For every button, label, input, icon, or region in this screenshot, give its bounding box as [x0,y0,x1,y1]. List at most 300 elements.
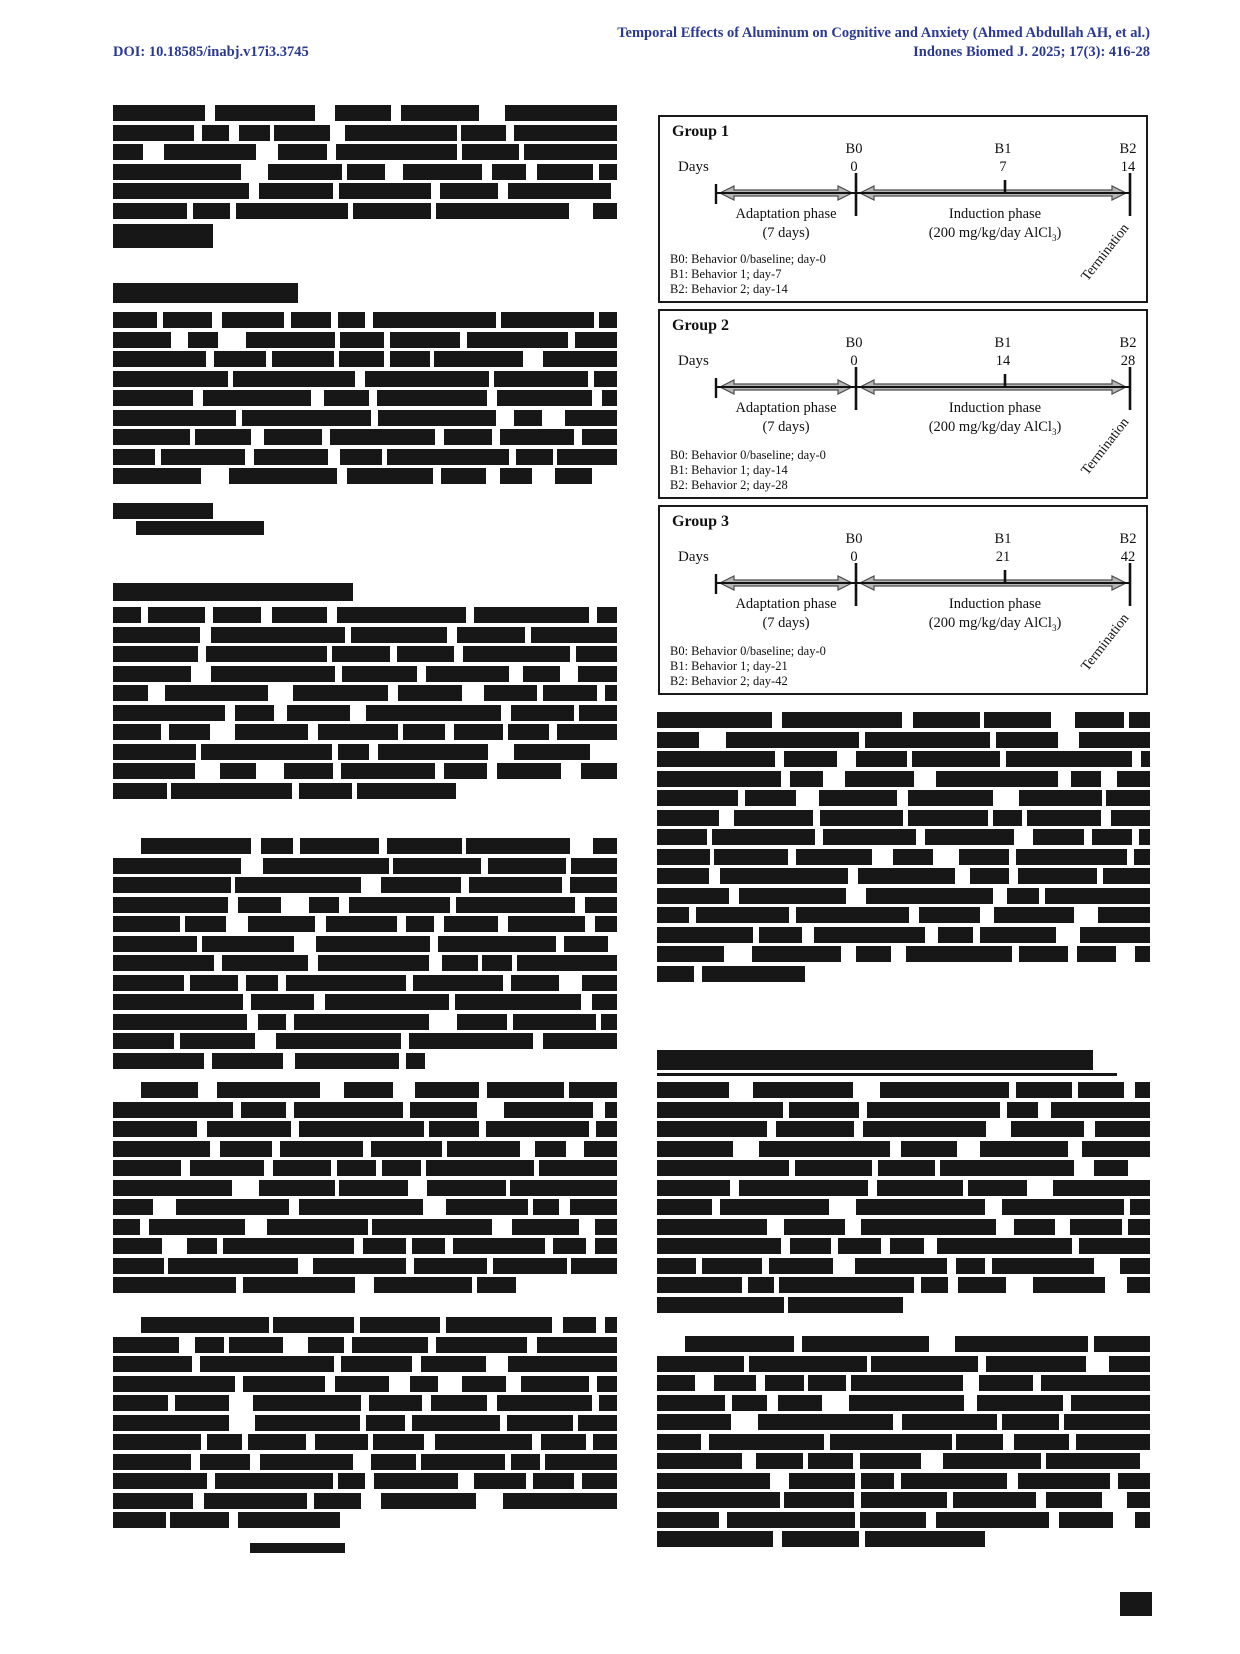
redacted-segment [594,371,617,387]
redacted-segment [340,332,385,348]
redacted-segment [113,468,201,484]
redacted-line [657,1277,1150,1293]
redacted-line [113,1258,617,1274]
redacted-line [141,1317,617,1333]
redacted-line [113,410,617,426]
redacted-segment [575,332,617,348]
figure-group-1 [658,115,1148,303]
redacted-segment [579,705,617,721]
redacted-segment [378,744,488,760]
redacted-segment [511,705,575,721]
redacted-segment [849,1395,964,1411]
redacted-line [657,751,1150,767]
redacted-segment [235,724,308,740]
redacted-segment [345,125,457,141]
redacted-line [657,849,1150,865]
days-label: Days [678,159,709,175]
running-title: Temporal Effects of Aluminum on Cognitive and Anxiety (Ahmed Abdullah AH, et al.) [617,25,1150,41]
redacted-segment [657,1219,767,1235]
redacted-segment [215,1473,333,1489]
redacted-segment [1051,1102,1150,1118]
redacted-segment [446,1199,528,1215]
redacted-segment [410,1376,438,1392]
redacted-bar [657,1050,1093,1070]
legend-b1: B1: Behavior 1; day-21 [670,659,788,673]
redacted-segment [484,685,536,701]
b0-label: B0 [845,335,863,351]
redacted-segment [657,751,775,767]
redacted-line [657,946,1150,962]
redacted-line [657,1258,1150,1274]
redacted-segment [657,1277,742,1293]
redacted-segment [415,1082,478,1098]
adaptation-line2: (7 days) [762,615,810,631]
redacted-line [113,1376,617,1392]
redacted-segment [993,810,1022,826]
redacted-segment [493,1258,566,1274]
redacted-line [657,1473,1150,1489]
redacted-segment [599,164,617,180]
b1-label: B1 [994,335,1012,351]
redacted-segment [161,449,245,465]
redacted-segment [535,1141,566,1157]
redacted-segment [113,371,228,387]
redacted-segment [984,712,1051,728]
redacted-segment [696,907,789,923]
redacted-segment [996,732,1059,748]
redacted-segment [398,685,462,701]
redacted-segment [555,468,592,484]
redacted-segment [657,1141,733,1157]
redacted-segment [211,627,345,643]
redacted-segment [246,332,335,348]
redacted-line [657,1180,1150,1196]
redacted-segment [1033,829,1084,845]
redacted-segment [113,1141,210,1157]
redacted-segment [1141,751,1150,767]
redacted-segment [366,705,501,721]
redacted-line [657,1434,1150,1450]
redacted-segment [220,1141,272,1157]
redacted-segment [779,1277,914,1293]
redacted-segment [1127,1492,1150,1508]
redacted-segment [657,810,719,826]
redacted-segment [1111,810,1150,826]
redacted-segment [238,897,282,913]
redacted-segment [248,916,315,932]
redacted-segment [856,751,907,767]
redacted-segment [709,1434,825,1450]
induction-line1: Induction phase [948,596,1042,612]
redacted-segment [238,1512,340,1528]
legend-b0: B0: Behavior 0/baseline; day-0 [670,644,826,658]
redacted-segment [1071,771,1101,787]
redacted-segment [657,888,729,904]
redacted-segment [187,1238,217,1254]
redacted-segment [340,449,382,465]
redacted-segment [207,1121,291,1137]
induction-line2: (200 mg/kg/day AlCl$_3$) [928,419,1062,437]
redacted-segment [537,164,594,180]
redacted-segment [539,1160,617,1176]
redacted-line [113,1141,617,1157]
redacted-segment [1027,810,1101,826]
redacted-segment [113,332,171,348]
redacted-segment [748,1277,775,1293]
redacted-segment [390,351,430,367]
redacted-line [657,1219,1150,1235]
redacted-line [113,936,617,952]
redacted-segment [229,468,338,484]
redacted-segment [1016,1082,1073,1098]
redacted-segment [195,429,251,445]
redacted-line [113,763,617,779]
redacted-segment [382,1160,421,1176]
redacted-segment [259,183,333,199]
redacted-segment [258,1014,286,1030]
redacted-segment [1128,1219,1150,1235]
redacted-segment [268,164,341,180]
redacted-segment [168,1258,297,1274]
redacted-line [113,897,617,913]
redacted-segment [893,849,933,865]
redacted-segment [325,994,449,1010]
redacted-segment [1109,1356,1150,1372]
redacted-segment [263,858,388,874]
redacted-segment [1095,1121,1150,1137]
redacted-segment [597,1376,617,1392]
redacted-segment [685,1336,794,1352]
redacted-segment [190,1160,264,1176]
redacted-segment [878,1160,935,1176]
redacted-line [657,712,1150,728]
redacted-segment [324,390,369,406]
figure-title: Group 1 [672,123,730,140]
redacted-segment [113,164,241,180]
redacted-segment [222,955,308,971]
redacted-segment [593,838,617,854]
redacted-line [657,829,1150,845]
redacted-segment [861,1473,894,1489]
redacted-line [113,1160,617,1176]
redacted-segment [149,1219,245,1235]
redacted-segment [390,332,459,348]
redacted-segment [170,1512,229,1528]
figure-legend [670,448,826,493]
redacted-segment [287,705,350,721]
redacted-segment [488,858,566,874]
redacted-segment [784,751,837,767]
redacted-segment [243,1277,355,1293]
redacted-segment [486,1121,589,1137]
redacted-segment [1130,1199,1150,1215]
redacted-segment [782,1531,859,1547]
redacted-segment [585,897,617,913]
running-header [510,24,1150,62]
redacted-segment [1076,1434,1150,1450]
redacted-segment [316,936,430,952]
adaptation-line1: Adaptation phase [735,206,837,222]
redacted-segment [474,607,589,623]
redacted-line [113,1493,617,1509]
redacted-segment [1127,1277,1150,1293]
redacted-segment [377,390,487,406]
redacted-segment [442,955,479,971]
redacted-segment [901,1473,1007,1489]
redacted-segment [412,1415,500,1431]
redacted-segment [175,1395,229,1411]
redacted-segment [113,646,198,662]
redacted-segment [141,1082,198,1098]
redacted-segment [113,410,236,426]
redacted-segment [599,312,617,328]
redacted-segment [233,371,354,387]
adaptation-line1: Adaptation phase [735,400,837,416]
redacted-segment [353,203,431,219]
redacted-segment [516,449,553,465]
redacted-segment [657,712,772,728]
redacted-segment [1106,790,1150,806]
redacted-line [685,1336,1150,1352]
redacted-segment [351,627,446,643]
redacted-segment [823,829,916,845]
redacted-segment [339,351,384,367]
redacted-line [141,1082,617,1098]
redacted-segment [467,332,568,348]
redacted-segment [195,1337,224,1353]
redacted-segment [1014,1219,1054,1235]
adaptation-phase-label [714,399,858,437]
redacted-segment [533,1199,559,1215]
redacted-segment [657,1297,784,1313]
redacted-segment [739,1180,868,1196]
redacted-segment [113,1473,207,1489]
redacted-segment [1094,1160,1128,1176]
induction-line1: Induction phase [948,206,1042,222]
redacted-line [657,927,1150,943]
redacted-line [113,332,617,348]
redacted-line [113,1102,617,1118]
redacted-segment [113,994,243,1010]
days-label: Days [678,353,709,369]
redacted-segment [113,1053,204,1069]
redacted-segment [1002,1414,1059,1430]
redacted-segment [602,390,617,406]
redacted-segment [576,646,617,662]
redacted-line [113,1121,617,1137]
redacted-segment [521,1376,589,1392]
redacted-segment [148,607,205,623]
redacted-segment [214,351,266,367]
redacted-segment [113,1277,236,1293]
redacted-line [113,183,617,199]
redacted-segment [462,144,519,160]
redacted-segment [426,1160,535,1176]
b1-label: B1 [994,531,1012,547]
redacted-segment [820,810,904,826]
redacted-segment [605,685,617,701]
redacted-segment [782,712,903,728]
redacted-line [113,1238,617,1254]
redacted-segment [434,351,524,367]
redacted-segment [338,1473,364,1489]
redacted-segment [113,183,249,199]
b1-day: 14 [995,353,1011,369]
redacted-segment [657,1453,742,1469]
redacted-line [113,646,617,662]
redacted-segment [371,1141,442,1157]
redacted-segment [508,1356,617,1372]
redacted-segment [595,1219,617,1235]
redacted-line [113,955,617,971]
redacted-segment [970,868,1009,884]
redacted-segment [213,607,262,623]
redacted-segment [403,164,482,180]
redacted-segment [702,966,805,982]
redacted-segment [441,468,486,484]
redacted-segment [344,1082,394,1098]
redacted-segment [856,946,891,962]
redacted-segment [595,916,617,932]
redacted-segment [1045,888,1150,904]
redacted-segment [758,1414,893,1430]
redacted-line [113,627,617,643]
redacted-segment [802,1336,929,1352]
redacted-segment [171,783,292,799]
redacted-segment [657,1102,783,1118]
redacted-segment [267,1219,369,1235]
redacted-segment [421,1454,505,1470]
redacted-segment [113,666,191,682]
redacted-segment [795,1160,872,1176]
redacted-segment [113,1219,140,1235]
redacted-segment [341,1356,412,1372]
redacted-segment [936,1512,1050,1528]
redacted-segment [113,955,214,971]
redacted-segment [217,1082,320,1098]
redacted-segment [956,1258,984,1274]
redacted-segment [457,627,526,643]
redacted-segment [1079,1238,1150,1254]
redacted-line [113,144,617,160]
redacted-segment [776,1121,854,1137]
redacted-segment [482,955,512,971]
redacted-segment [784,1492,854,1508]
redacted-segment [956,1434,1003,1450]
redacted-segment [286,975,406,991]
figure-legend [670,252,826,297]
redacted-line [657,1082,1150,1098]
redacted-line [657,1238,1150,1254]
redacted-line [113,705,617,721]
redacted-segment [113,936,197,952]
redacted-segment [959,849,1010,865]
redacted-segment [469,877,562,893]
redacted-segment [584,1141,617,1157]
redacted-segment [1070,1219,1122,1235]
redacted-segment [789,1102,859,1118]
redacted-segment [284,763,333,779]
b2-day: 28 [1120,353,1136,369]
citation-line: Indones Biomed J. 2025; 17(3): 416-28 [913,44,1150,60]
redacted-segment [605,1317,617,1333]
redacted-segment [1018,868,1097,884]
redacted-segment [1135,946,1150,962]
redacted-segment [253,1395,362,1411]
redacted-line [113,164,617,180]
redacted-segment [938,927,972,943]
redacted-segment [514,744,590,760]
redacted-segment [347,164,385,180]
redacted-segment [1120,1258,1150,1274]
redacted-segment [204,1493,307,1509]
redacted-line [657,1414,1150,1430]
redacted-segment [940,1160,1075,1176]
redacted-segment [492,164,527,180]
redacted-segment [906,946,1012,962]
redacted-segment [537,1337,617,1353]
redacted-segment [335,105,391,121]
redacted-line [113,685,617,701]
adaptation-phase-label [714,595,858,633]
redacted-segment [569,1082,617,1098]
redacted-segment [953,1492,1035,1508]
redacted-segment [543,1033,617,1049]
redacted-line [113,390,617,406]
redacted-segment [1006,751,1132,767]
redacted-segment [113,1014,247,1030]
redacted-segment [605,1102,617,1118]
redacted-segment [1075,712,1124,728]
redacted-segment [1041,1375,1150,1391]
redacted-line [657,1531,1002,1547]
b2-day: 42 [1120,549,1136,565]
redacted-segment [387,449,509,465]
redacted-segment [657,1180,730,1196]
redacted-line [657,1102,1150,1118]
redacted-segment [381,1493,475,1509]
redacted-segment [557,449,617,465]
redacted-segment [937,1238,1072,1254]
redacted-segment [113,1180,232,1196]
redacted-segment [657,1434,701,1450]
redacted-segment [908,810,988,826]
redacted-line [657,888,1150,904]
redacted-segment [902,1414,997,1430]
redacted-segment [657,732,699,748]
redacted-segment [851,1375,963,1391]
redacted-segment [113,685,148,701]
redacted-segment [337,1160,375,1176]
redacted-segment [508,916,585,932]
redacted-segment [251,994,314,1010]
legend-b2: B2: Behavior 2; day-28 [670,478,788,492]
redacted-segment [531,627,617,643]
redacted-segment [294,1014,429,1030]
redacted-line [657,966,805,982]
redacted-segment [543,351,617,367]
redacted-line [657,771,1150,787]
redacted-segment [200,1356,334,1372]
redacted-line [657,1141,1150,1157]
redacted-line [657,1512,1150,1528]
b0-day: 0 [850,549,858,565]
redacted-segment [657,771,781,787]
redacted-segment [765,1375,804,1391]
adaptation-line2: (7 days) [762,225,810,241]
redacted-segment [113,125,194,141]
figure-group-2 [658,309,1148,499]
